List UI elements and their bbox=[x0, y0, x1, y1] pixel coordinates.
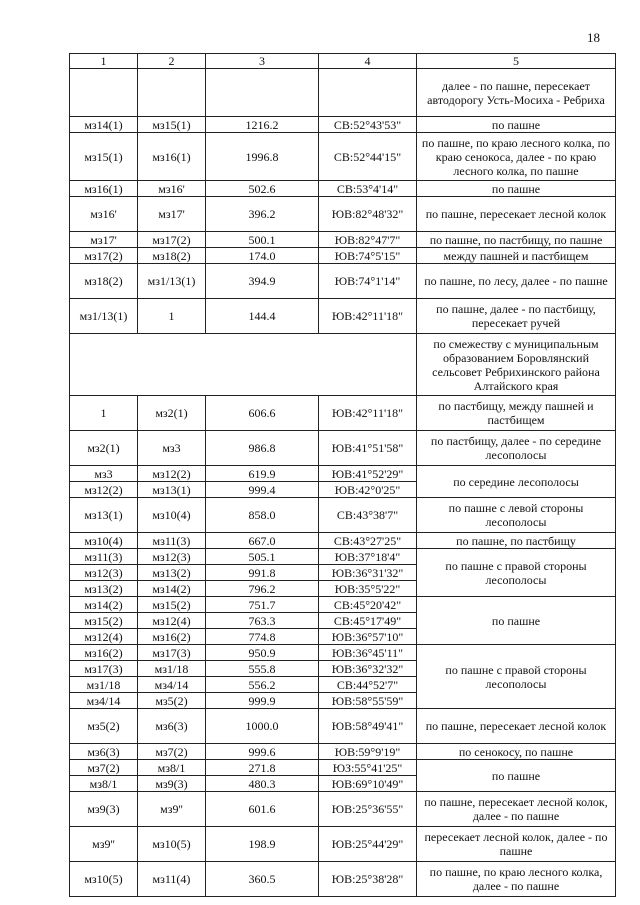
bearing-cell: ЮВ:36°45'11" bbox=[319, 645, 417, 661]
table-row bbox=[70, 334, 616, 396]
table-row bbox=[70, 533, 616, 549]
to-point: мз11(3) bbox=[138, 533, 206, 549]
col-header: 5 bbox=[417, 54, 616, 69]
description-cell: по пашне, по пастбищу, по пашне bbox=[417, 232, 616, 248]
bearing-cell: ЮВ:41°51'58" bbox=[319, 431, 417, 466]
from-point: мз14(1) bbox=[70, 117, 138, 133]
to-point: мз16' bbox=[138, 181, 206, 197]
length-cell: 555.8 bbox=[206, 661, 319, 677]
table-row bbox=[70, 792, 616, 827]
description-cell: далее - по пашне, пересекает автодорогу Усть-Мосиха - Ребриха bbox=[417, 69, 616, 117]
from-point: мз17' bbox=[70, 232, 138, 248]
bearing-cell: ЮВ:74°5'15" bbox=[319, 248, 417, 264]
to-point: мз13(1) bbox=[138, 482, 206, 498]
description-cell: по пашне bbox=[417, 597, 616, 645]
table-row bbox=[70, 117, 616, 133]
length-cell: 505.1 bbox=[206, 549, 319, 565]
bearing-cell: СВ:43°27'25" bbox=[319, 533, 417, 549]
from-point: мз8/1 bbox=[70, 776, 138, 792]
table-row bbox=[70, 133, 616, 181]
description-cell: по пашне, по краю лесного колка, по краю сенокоса, далее - по краю лесного колка, по пашне bbox=[417, 133, 616, 181]
bearing-cell: СВ:44°52'7" bbox=[319, 677, 417, 693]
length-cell: 1996.8 bbox=[206, 133, 319, 181]
from-point: мз12(2) bbox=[70, 482, 138, 498]
from-point: мз3 bbox=[70, 466, 138, 482]
length-cell: 601.6 bbox=[206, 792, 319, 827]
col-header: 3 bbox=[206, 54, 319, 69]
bearing-cell: ЮВ:25°44'29" bbox=[319, 827, 417, 862]
from-point: мз9'' bbox=[70, 827, 138, 862]
length-cell: 502.6 bbox=[206, 181, 319, 197]
from-point: мз10(4) bbox=[70, 533, 138, 549]
bearing-cell: ЮВ:36°31'32" bbox=[319, 565, 417, 581]
bearing-cell: ЮВ:25°38'28" bbox=[319, 862, 417, 897]
from-point: мз17(3) bbox=[70, 661, 138, 677]
bearing-cell: ЮВ:42°0'25" bbox=[319, 482, 417, 498]
length-cell: 271.8 bbox=[206, 760, 319, 776]
description-cell: по пашне с правой стороны лесополосы bbox=[417, 645, 616, 709]
bearing-cell: СВ:45°17'49" bbox=[319, 613, 417, 629]
to-point: мз2(1) bbox=[138, 396, 206, 431]
length-cell: 774.8 bbox=[206, 629, 319, 645]
length-cell: 174.0 bbox=[206, 248, 319, 264]
from-point: мз14(2) bbox=[70, 597, 138, 613]
length-cell: 606.6 bbox=[206, 396, 319, 431]
bearing-cell: СВ:53°4'14" bbox=[319, 181, 417, 197]
bearing-cell: ЮВ:42°11'18" bbox=[319, 299, 417, 334]
length-cell: 396.2 bbox=[206, 197, 319, 232]
bearing-cell: ЮВ:42°11'18" bbox=[319, 396, 417, 431]
bearing-cell: ЮВ:37°18'4" bbox=[319, 549, 417, 565]
length-cell: 144.4 bbox=[206, 299, 319, 334]
from-point: мз13(2) bbox=[70, 581, 138, 597]
col-header: 1 bbox=[70, 54, 138, 69]
bearing-cell: СВ:45°20'42" bbox=[319, 597, 417, 613]
length-cell: 751.7 bbox=[206, 597, 319, 613]
table-row bbox=[70, 709, 616, 744]
description-cell: по пашне, далее - по пастбищу, пересекает ручей bbox=[417, 299, 616, 334]
length-cell: 999.6 bbox=[206, 744, 319, 760]
from-point: мз18(2) bbox=[70, 264, 138, 299]
description-cell: по пашне, по пастбищу bbox=[417, 533, 616, 549]
description-cell: по середине лесополосы bbox=[417, 466, 616, 498]
to-point: мз3 bbox=[138, 431, 206, 466]
bearing-cell: ЮВ:59°9'19" bbox=[319, 744, 417, 760]
bearing-cell: ЮВ:74°1'14" bbox=[319, 264, 417, 299]
to-point: мз10(4) bbox=[138, 498, 206, 533]
header-row bbox=[70, 54, 616, 69]
description-cell: по пашне, пересекает лесной колок, далее - по пашне bbox=[417, 792, 616, 827]
from-point: мз10(5) bbox=[70, 862, 138, 897]
table-row bbox=[70, 197, 616, 232]
to-point: мз16(1) bbox=[138, 133, 206, 181]
from-point: мз15(2) bbox=[70, 613, 138, 629]
table-row bbox=[70, 466, 616, 482]
table-row bbox=[70, 645, 616, 661]
table-row bbox=[70, 827, 616, 862]
table-row bbox=[70, 69, 616, 117]
to-point: мз15(2) bbox=[138, 597, 206, 613]
length-cell: 950.9 bbox=[206, 645, 319, 661]
to-point: мз9(3) bbox=[138, 776, 206, 792]
to-point: мз12(3) bbox=[138, 549, 206, 565]
length-cell: 858.0 bbox=[206, 498, 319, 533]
to-point: мз8/1 bbox=[138, 760, 206, 776]
description-cell: по пашне, по лесу, далее - по пашне bbox=[417, 264, 616, 299]
bearing-cell: ЮЗ:55°41'25" bbox=[319, 760, 417, 776]
from-point: 1 bbox=[70, 396, 138, 431]
boundary-table bbox=[69, 53, 616, 897]
bearing-cell: СВ:43°38'7" bbox=[319, 498, 417, 533]
bearing-cell: ЮВ:82°48'32" bbox=[319, 197, 417, 232]
from-point: мз12(3) bbox=[70, 565, 138, 581]
to-point: мз1/18 bbox=[138, 661, 206, 677]
length-cell: 198.9 bbox=[206, 827, 319, 862]
length-cell: 999.9 bbox=[206, 693, 319, 709]
to-point: мз10(5) bbox=[138, 827, 206, 862]
to-point: мз11(4) bbox=[138, 862, 206, 897]
from-point: мз17(2) bbox=[70, 248, 138, 264]
from-point: мз9(3) bbox=[70, 792, 138, 827]
to-point: мз4/14 bbox=[138, 677, 206, 693]
bearing-cell: ЮВ:82°47'7" bbox=[319, 232, 417, 248]
bearing-cell: ЮВ:69°10'49" bbox=[319, 776, 417, 792]
length-cell: 667.0 bbox=[206, 533, 319, 549]
description-cell: по пашне с левой стороны лесополосы bbox=[417, 498, 616, 533]
from-point: мз16(2) bbox=[70, 645, 138, 661]
bearing-cell: СВ:52°43'53" bbox=[319, 117, 417, 133]
to-point: мз6(3) bbox=[138, 709, 206, 744]
table-row bbox=[70, 744, 616, 760]
table-row bbox=[70, 264, 616, 299]
to-point: мз17(3) bbox=[138, 645, 206, 661]
description-cell: по пашне bbox=[417, 181, 616, 197]
description-cell: по пастбищу, далее - по середине лесополосы bbox=[417, 431, 616, 466]
from-point: мз4/14 bbox=[70, 693, 138, 709]
to-point: мз12(2) bbox=[138, 466, 206, 482]
description-cell: по пашне с правой стороны лесополосы bbox=[417, 549, 616, 597]
to-point: 1 bbox=[138, 299, 206, 334]
from-point: мз16' bbox=[70, 197, 138, 232]
length-cell: 394.9 bbox=[206, 264, 319, 299]
from-point: мз11(3) bbox=[70, 549, 138, 565]
table-row bbox=[70, 862, 616, 897]
from-point: мз5(2) bbox=[70, 709, 138, 744]
to-point: мз17(2) bbox=[138, 232, 206, 248]
table-row bbox=[70, 299, 616, 334]
from-point: мз15(1) bbox=[70, 133, 138, 181]
length-cell: 480.3 bbox=[206, 776, 319, 792]
from-point: мз13(1) bbox=[70, 498, 138, 533]
from-point: мз12(4) bbox=[70, 629, 138, 645]
length-cell: 991.8 bbox=[206, 565, 319, 581]
bearing-cell: ЮВ:36°32'32" bbox=[319, 661, 417, 677]
table-row bbox=[70, 597, 616, 613]
bearing-cell: ЮВ:58°49'41" bbox=[319, 709, 417, 744]
from-point: мз7(2) bbox=[70, 760, 138, 776]
length-cell: 1216.2 bbox=[206, 117, 319, 133]
description-cell: по пашне, пересекает лесной колок bbox=[417, 197, 616, 232]
col-header: 4 bbox=[319, 54, 417, 69]
table-row bbox=[70, 232, 616, 248]
length-cell: 986.8 bbox=[206, 431, 319, 466]
to-point: мз15(1) bbox=[138, 117, 206, 133]
to-point: мз1/13(1) bbox=[138, 264, 206, 299]
length-cell: 556.2 bbox=[206, 677, 319, 693]
to-point: мз17' bbox=[138, 197, 206, 232]
description-cell: между пашней и пастбищем bbox=[417, 248, 616, 264]
bearing-cell: ЮВ:35°5'22" bbox=[319, 581, 417, 597]
from-point: мз6(3) bbox=[70, 744, 138, 760]
description-cell: по сенокосу, по пашне bbox=[417, 744, 616, 760]
table-row bbox=[70, 549, 616, 565]
description-cell: по пашне, пересекает лесной колок bbox=[417, 709, 616, 744]
table-row bbox=[70, 431, 616, 466]
to-point: мз5(2) bbox=[138, 693, 206, 709]
to-point: мз14(2) bbox=[138, 581, 206, 597]
col-header: 2 bbox=[138, 54, 206, 69]
length-cell: 763.3 bbox=[206, 613, 319, 629]
to-point: мз16(2) bbox=[138, 629, 206, 645]
bearing-cell: ЮВ:58°55'59" bbox=[319, 693, 417, 709]
length-cell: 796.2 bbox=[206, 581, 319, 597]
bearing-cell: ЮВ:36°57'10" bbox=[319, 629, 417, 645]
description-cell: по пастбищу, между пашней и пастбищем bbox=[417, 396, 616, 431]
length-cell: 1000.0 bbox=[206, 709, 319, 744]
table-row bbox=[70, 498, 616, 533]
page-number: 18 bbox=[587, 30, 600, 45]
length-cell: 619.9 bbox=[206, 466, 319, 482]
description-cell: по пашне, по краю лесного колка, далее - по пашне bbox=[417, 862, 616, 897]
table-row bbox=[70, 760, 616, 776]
table-row bbox=[70, 248, 616, 264]
description-cell: пересекает лесной колок, далее - по пашне bbox=[417, 827, 616, 862]
to-point: мз12(4) bbox=[138, 613, 206, 629]
length-cell: 500.1 bbox=[206, 232, 319, 248]
border-note-cell: по смежеству с муниципальным образованием Боровлянский сельсовет Ребрихинского района Алтайского края bbox=[417, 334, 616, 396]
from-point: мз16(1) bbox=[70, 181, 138, 197]
length-cell: 360.5 bbox=[206, 862, 319, 897]
bearing-cell: СВ:52°44'15" bbox=[319, 133, 417, 181]
description-cell: по пашне bbox=[417, 117, 616, 133]
to-point: мз7(2) bbox=[138, 744, 206, 760]
bearing-cell: ЮВ:41°52'29" bbox=[319, 466, 417, 482]
table-row bbox=[70, 396, 616, 431]
description-cell: по пашне bbox=[417, 760, 616, 792]
to-point: мз13(2) bbox=[138, 565, 206, 581]
bearing-cell: ЮВ:25°36'55" bbox=[319, 792, 417, 827]
length-cell: 999.4 bbox=[206, 482, 319, 498]
from-point: мз2(1) bbox=[70, 431, 138, 466]
from-point: мз1/13(1) bbox=[70, 299, 138, 334]
from-point: мз1/18 bbox=[70, 677, 138, 693]
table-row bbox=[70, 181, 616, 197]
to-point: мз18(2) bbox=[138, 248, 206, 264]
to-point: мз9'' bbox=[138, 792, 206, 827]
